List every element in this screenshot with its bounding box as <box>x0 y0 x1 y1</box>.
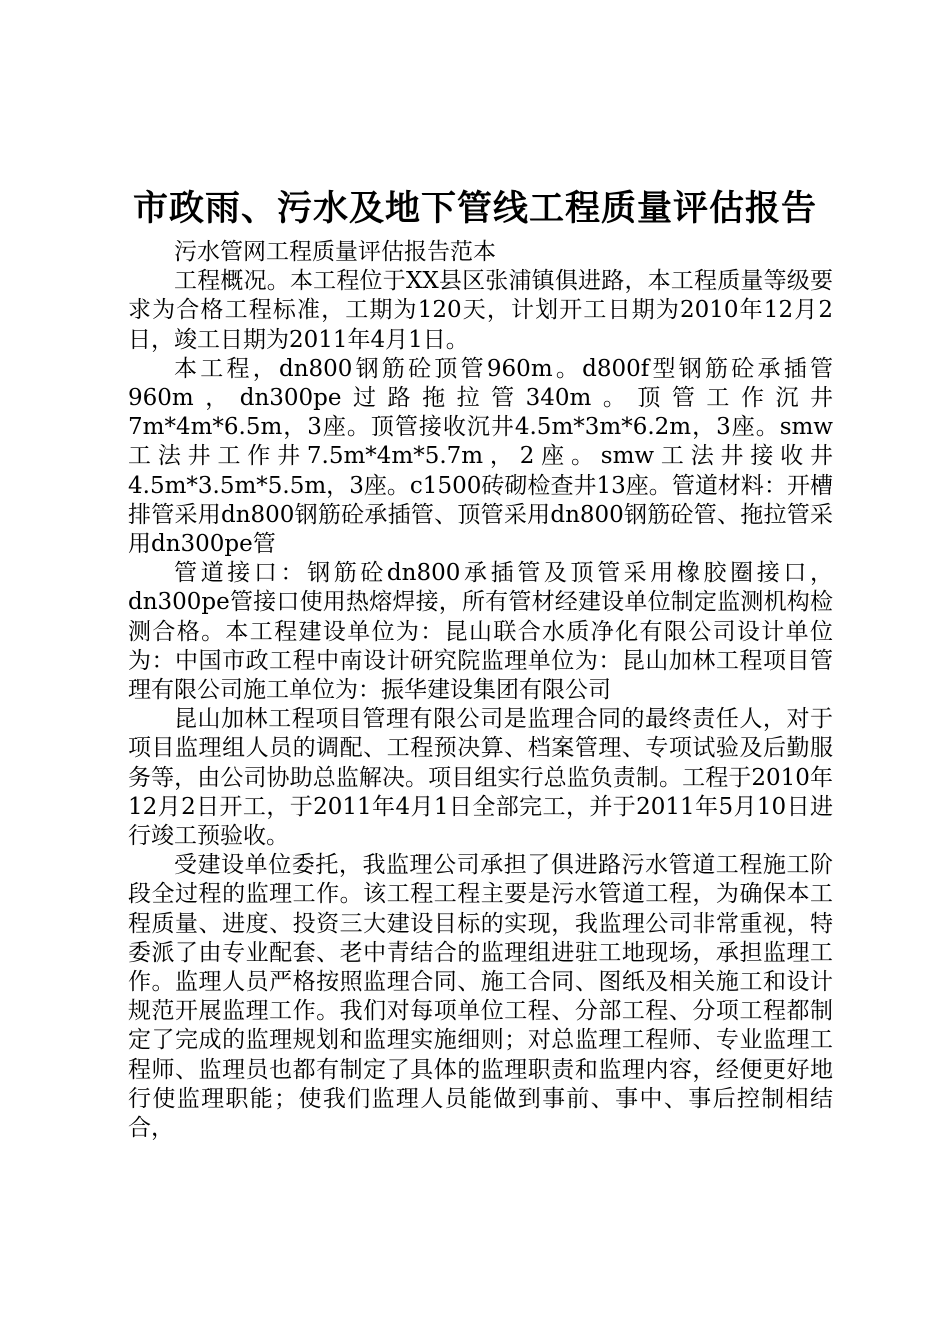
paragraph-scope: 本工程，dn800钢筋砼顶管960m。d800f型钢筋砼承插管960m，dn300pe过路拖拉管340m。顶管工作沉井7m*4m*6.5m，3座。顶管接收沉井4.5m*3m*6.2m，3座。smw工法井工作井7.5m*4m*5.7m，2座。smw工法井接收井4.5m*3.5m*5.5m，3座。c1500砖砌检查井13座。管道材料：开槽排管采用dn800钢筋砼承插管、顶管采用dn800钢筋砼管、拖拉管采用dn300pe管 <box>128 355 833 558</box>
document-subtitle: 污水管网工程质量评估报告范本 <box>174 239 496 265</box>
paragraph-joints: 管道接口：钢筋砼dn800承插管及顶管采用橡胶圈接口，dn300pe管接口使用热熔焊接，所有管材经建设单位制定监测机构检测合格。本工程建设单位为：昆山联合水质净化有限公司设计单位为：中国市政工程中南设计研究院监理单位为：昆山加林工程项目管理有限公司施工单位为：振华建设集团有限公司 <box>128 560 833 704</box>
paragraph-company: 昆山加林工程项目管理有限公司是监理合同的最终责任人，对于项目监理组人员的调配、工程预决算、档案管理、专项试验及后勤服务等，由公司协助总监解决。项目组实行总监负责制。工程于2010年12月2日开工，于2011年4月1日全部完工，并于2011年5月10日进行竣工预验收。 <box>128 706 833 850</box>
document-body <box>128 238 833 1143</box>
paragraph-overview: 工程概况。本工程位于XX县区张浦镇俱进路，本工程质量等级要求为合格工程标准，工期为120天，计划开工日期为2010年12月2日，竣工日期为2011年4月1日。 <box>128 268 833 353</box>
paragraph-supervision: 受建设单位委托，我监理公司承担了俱进路污水管道工程施工阶段全过程的监理工作。该工程工程主要是污水管道工程，为确保本工程质量、进度、投资三大建设目标的实现，我监理公司非常重视，特委派了由专业配套、老中青结合的监理组进驻工地现场，承担监理工作。监理人员严格按照监理合同、施工合同、图纸及相关施工和设计规范开展监理工作。我们对每项单位工程、分部工程、分项工程都制定了完成的监理规划和监理实施细则；对总监理工程师、专业监理工程师、监理员也都有制定了具体的监理职责和监理内容，经便更好地行使监理职能；使我们监理人员能做到事前、事中、事后控制相结合， <box>128 852 833 1142</box>
document-title: 市政雨、污水及地下管线工程质量评估报告 <box>132 188 817 229</box>
